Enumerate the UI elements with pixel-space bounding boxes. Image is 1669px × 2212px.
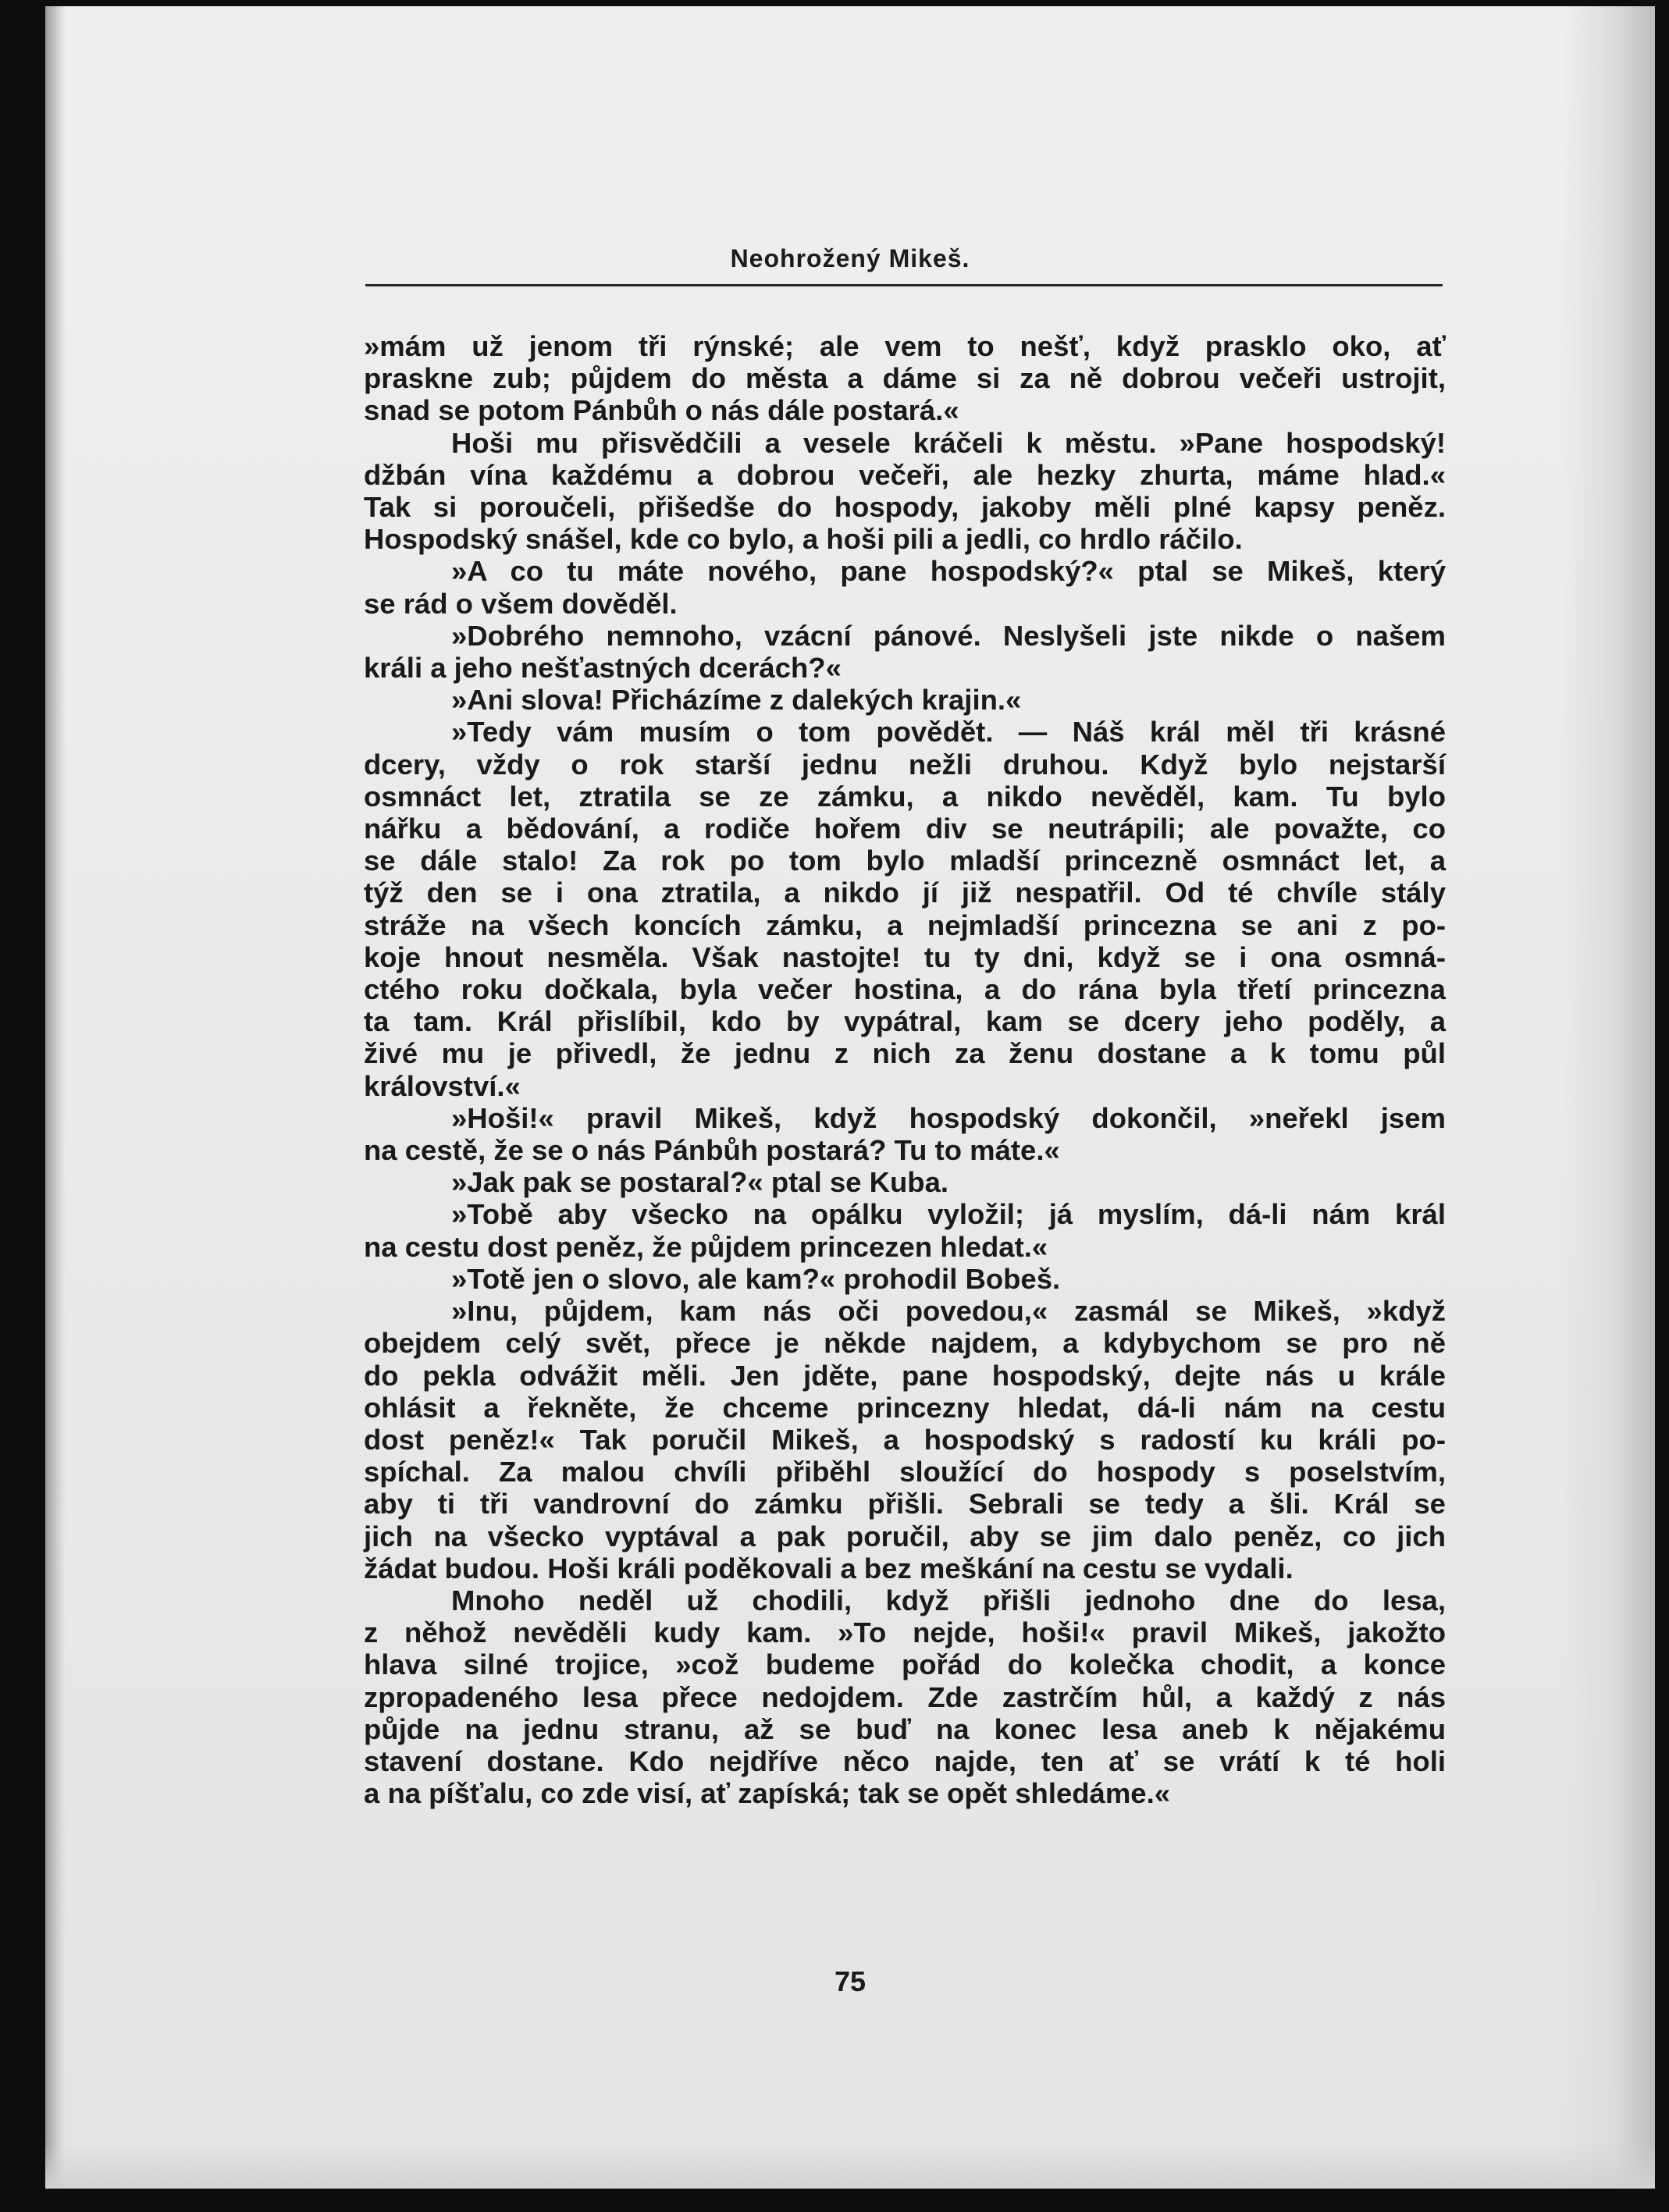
text-line: spíchal. Za malou chvíli přiběhl sloužící do hospody s poselstvím, [364,1456,1446,1488]
text-line: království.« [364,1069,521,1102]
text-line: ctého roku dočkala, byla večer hostina, a do rána byla třetí princezna [364,973,1446,1006]
page-number: 75 [834,1965,867,1997]
text-line: ohlásit a řekněte, že chceme princezny hledat, dá-li nám na cestu [364,1391,1446,1424]
text-line: do pekla odvážit měli. Jen jděte, pane hospodský, dejte nás u krále [364,1359,1446,1392]
body-text [364,330,1446,1809]
text-line: dcery, vždy o rok starší jednu nežli druhou. Když bylo nejstarší [364,748,1446,781]
text-line: praskne zub; půjdem do města a dáme si za ně dobrou večeři ustrojit, [364,362,1446,395]
text-line: osmnáct let, ztratila se ze zámku, a nikdo nevěděl, kam. Tu bylo [364,780,1446,813]
text-line: králi a jeho nešťastných dcerách?« [364,652,842,685]
text-line: dost peněz!« Tak poručil Mikeš, a hospodský s radostí ku králi po- [364,1423,1446,1456]
text-line: z něhož nevěděli kudy kam. »To nejde, hoši!« pravil Mikeš, jakožto [364,1616,1446,1649]
text-line: »A co tu máte nového, pane hospodský?« ptal se Mikeš, který [451,555,1446,588]
text-line: stráže na všech koncích zámku, a nejmladší princezna se ani z po- [364,909,1446,941]
text-line: zpropadeného lesa přece nedojdem. Zde zastrčím hůl, a každý z nás [364,1680,1446,1713]
text-line: nářku a bědování, a rodiče hořem div se neutrápili; ale považte, co [364,813,1446,845]
text-line: »Inu, půjdem, kam nás oči povedou,« zasmál se Mikeš, »když [451,1295,1446,1328]
text-line: týž den se i ona ztratila, a nikdo jí již nespatřil. Od té chvíle stály [364,877,1446,909]
text-line: koje hnout nesměla. Však nastojte! tu ty dni, když se i ona osmná- [364,941,1446,973]
text-line: žádat budou. Hoši králi poděkovali a bez meškání na cestu se vydali. [364,1552,1294,1584]
header-rule [365,284,1443,286]
text-line: Tak si poroučeli, přišedše do hospody, jakoby měli plné kapsy peněz. [364,491,1446,524]
text-line: hlava silné trojice, »což budeme pořád do kolečka chodit, a konce [364,1648,1446,1681]
binding-shadow [45,6,66,2189]
text-line: stavení dostane. Kdo nejdříve něco najde, ten ať se vrátí k té holi [364,1744,1446,1777]
text-line: Hoši mu přisvědčili a vesele kráčeli k městu. »Pane hospodský! [451,426,1446,459]
text-line: »Jak pak se postaral?« ptal se Kuba. [451,1166,949,1199]
page-bottom-shadow [45,2142,1655,2189]
book-page [45,6,1655,2189]
text-line: Mnoho neděl už chodili, když přišli jednoho dne do lesa, [451,1584,1446,1616]
text-line: na cestu dost peněz, že půjdem princezen hledat.« [364,1230,1048,1263]
text-line: »Dobrého nemnoho, vzácní pánové. Neslyšeli jste nikde o našem [451,619,1446,652]
text-line: »Totě jen o slovo, ale kam?« prohodil Bobeš. [451,1262,1061,1295]
text-line: »Ani slova! Přicházíme z dalekých krajin.« [451,684,1022,717]
text-line: jich na všecko vyptával a pak poručil, aby se jim dalo peněz, co jich [364,1520,1446,1552]
text-line: se rád o všem dověděl. [364,587,678,620]
text-line: živé mu je přivedl, že jednu z nich za ženu dostane a k tomu půl [364,1037,1446,1070]
text-line: se dále stalo! Za rok po tom bylo mladší princezně osmnáct let, a [364,845,1446,877]
text-line: na cestě, že se o nás Pánbůh postará? Tu to máte.« [364,1134,1060,1167]
page-edge-shadow [1561,6,1655,2189]
text-line: snad se potom Pánbůh o nás dále postará.« [364,394,959,427]
running-header: Neohrožený Mikeš. [730,244,970,272]
text-line: »Tobě aby všecko na opálku vyložil; já myslím, dá-li nám král [451,1198,1446,1231]
text-line: a na píšťalu, co zde visí, ať zapíská; tak se opět shledáme.« [364,1777,1171,1810]
text-line: půjde na jednu stranu, až se buď na konec lesa aneb k nějakému [364,1712,1446,1745]
text-line: aby ti tři vandrovní do zámku přišli. Sebrali se tedy a šli. Král se [364,1488,1446,1520]
text-line: džbán vína každému a dobrou večeři, ale hezky zhurta, máme hlad.« [364,458,1446,491]
text-line: ta tam. Král přislíbil, kdo by vypátral, kam se dcery jeho poděly, a [364,1005,1446,1038]
text-line: »mám už jenom tři rýnské; ale vem to nešť, když prasklo oko, ať [364,330,1446,362]
text-line: »Hoši!« pravil Mikeš, když hospodský dokončil, »neřekl jsem [451,1101,1446,1134]
text-line: »Tedy vám musím o tom povědět. — Náš král měl tři krásné [451,716,1446,749]
text-line: obejdem celý svět, přece je někde najdem, a kdybychom se pro ně [364,1327,1446,1360]
text-line: Hospodský snášel, kde co bylo, a hoši pili a jedli, co hrdlo ráčilo. [364,523,1243,556]
